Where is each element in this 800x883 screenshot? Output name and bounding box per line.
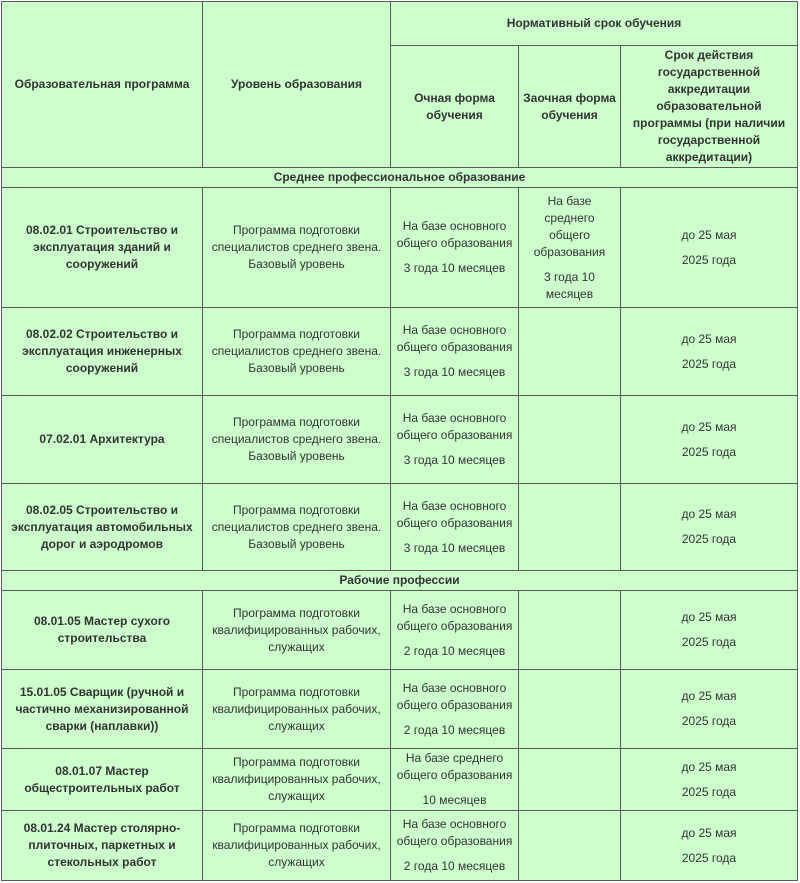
program-name: 08.01.07 Мастер общестроительных работ [2,749,203,811]
full-time-term: 2 года 10 месяцев [403,643,506,658]
full-time-base: На базе основного общего образования [396,601,513,633]
table-row [2,396,798,484]
program-name: 15.01.05 Сварщик (ручной и частично механизированной сварки (наплавки)) [2,670,203,749]
full-time-base: На базе основного общего образования [396,411,513,442]
education-level: Программа подготовки специалистов среднего звена. Базовый уровень [203,308,391,396]
full-time-base: На базе основного общего образования [396,498,513,530]
section-title-workers: Рабочие профессии [2,571,798,591]
accreditation-cell [621,308,798,396]
part-time-cell [519,396,621,484]
accreditation-date: до 25 мая [681,331,737,346]
full-time-cell [391,811,519,881]
section-row [2,168,798,188]
section-row [2,571,798,591]
accreditation-date: до 25 мая [681,610,737,624]
full-time-cell [391,308,519,396]
accreditation-date: до 25 мая [681,419,737,434]
full-time-term: 2 года 10 месяцев [403,722,506,737]
table-row [2,591,798,670]
accreditation-date: до 25 мая [681,689,737,703]
header-full-time: Очная форма обучения [391,46,519,168]
accreditation-year: 2025 года [681,356,737,371]
full-time-cell [391,396,519,484]
education-level: Программа подготовки квалифицированных рабочих, служащих [203,670,391,749]
full-time-base: На базе основного общего образования [396,323,513,354]
full-time-cell [391,670,519,749]
table-row [2,308,798,396]
education-level: Программа подготовки квалифицированных рабочих, служащих [203,749,391,811]
accreditation-cell [621,749,798,811]
full-time-cell [391,749,519,811]
accreditation-cell [621,484,798,571]
full-time-term: 3 года 10 месяцев [403,261,506,275]
part-time-cell [519,591,621,670]
header-level: Уровень образования [203,2,391,168]
education-level: Программа подготовки специалистов среднего звена. Базовый уровень [203,484,391,571]
full-time-base: На базе основного общего образования [396,817,513,848]
part-time-cell [519,670,621,749]
table-row [2,670,798,749]
full-time-cell [391,484,519,571]
full-time-term: 10 месяцев [422,793,487,807]
accreditation-cell [621,591,798,670]
full-time-term: 3 года 10 месяцев [403,453,506,467]
header-accreditation: Срок действия государственной аккредитации образовательной программы (при наличии государственной аккредитации) [621,46,798,168]
table-row [2,188,798,308]
accreditation-cell [621,811,798,881]
full-time-term: 3 года 10 месяцев [403,365,506,379]
part-time-cell [519,308,621,396]
part-time-cell [519,188,621,308]
accreditation-cell [621,670,798,749]
full-time-base: На базе среднего общего образования [396,751,513,782]
full-time-term: 3 года 10 месяцев [403,540,506,555]
part-time-cell [519,484,621,571]
table-row [2,749,798,811]
accreditation-date: до 25 мая [681,227,737,242]
education-programs-table [1,1,798,881]
full-time-base: На базе основного общего образования [396,219,513,250]
header-normative-term: Нормативный срок обучения [391,2,798,46]
program-name: 08.01.05 Мастер сухого строительства [2,591,203,670]
program-name: 08.01.24 Мастер столярно-плиточных, паркетных и стекольных работ [2,811,203,881]
accreditation-date: до 25 мая [681,759,737,774]
accreditation-year: 2025 года [681,635,737,649]
education-level: Программа подготовки квалифицированных рабочих, служащих [203,811,391,881]
education-level: Программа подготовки специалистов среднего звена. Базовый уровень [203,396,391,484]
part-time-term: 3 года 10 месяцев [544,269,595,301]
table-row [2,484,798,571]
accreditation-year: 2025 года [681,444,737,459]
full-time-term: 2 года 10 месяцев [403,859,506,873]
accreditation-year: 2025 года [681,532,737,546]
part-time-cell [519,811,621,881]
education-level: Программа подготовки специалистов среднего звена. Базовый уровень [203,188,391,308]
accreditation-year: 2025 года [681,850,737,865]
program-name: 08.02.02 Строительство и эксплуатация инженерных сооружений [2,308,203,396]
accreditation-year: 2025 года [681,784,737,799]
header-row [2,2,798,46]
full-time-cell [391,188,519,308]
header-program: Образовательная программа [2,2,203,168]
accreditation-year: 2025 года [681,252,737,267]
program-name: 07.02.01 Архитектура [2,396,203,484]
full-time-base: На базе основного общего образования [396,680,513,712]
accreditation-cell [621,396,798,484]
part-time-cell [519,749,621,811]
section-title-spo: Среднее профессиональное образование [2,168,798,188]
part-time-base: На базе среднего общего образования [533,193,606,259]
education-level: Программа подготовки квалифицированных рабочих, служащих [203,591,391,670]
program-name: 08.02.01 Строительство и эксплуатация зданий и сооружений [2,188,203,308]
table-row [2,811,798,881]
accreditation-year: 2025 года [681,714,737,728]
accreditation-date: до 25 мая [681,825,737,840]
full-time-cell [391,591,519,670]
program-name: 08.02.05 Строительство и эксплуатация автомобильных дорог и аэродромов [2,484,203,571]
accreditation-date: до 25 мая [681,507,737,521]
header-part-time: Заочная форма обучения [519,46,621,168]
accreditation-cell [621,188,798,308]
